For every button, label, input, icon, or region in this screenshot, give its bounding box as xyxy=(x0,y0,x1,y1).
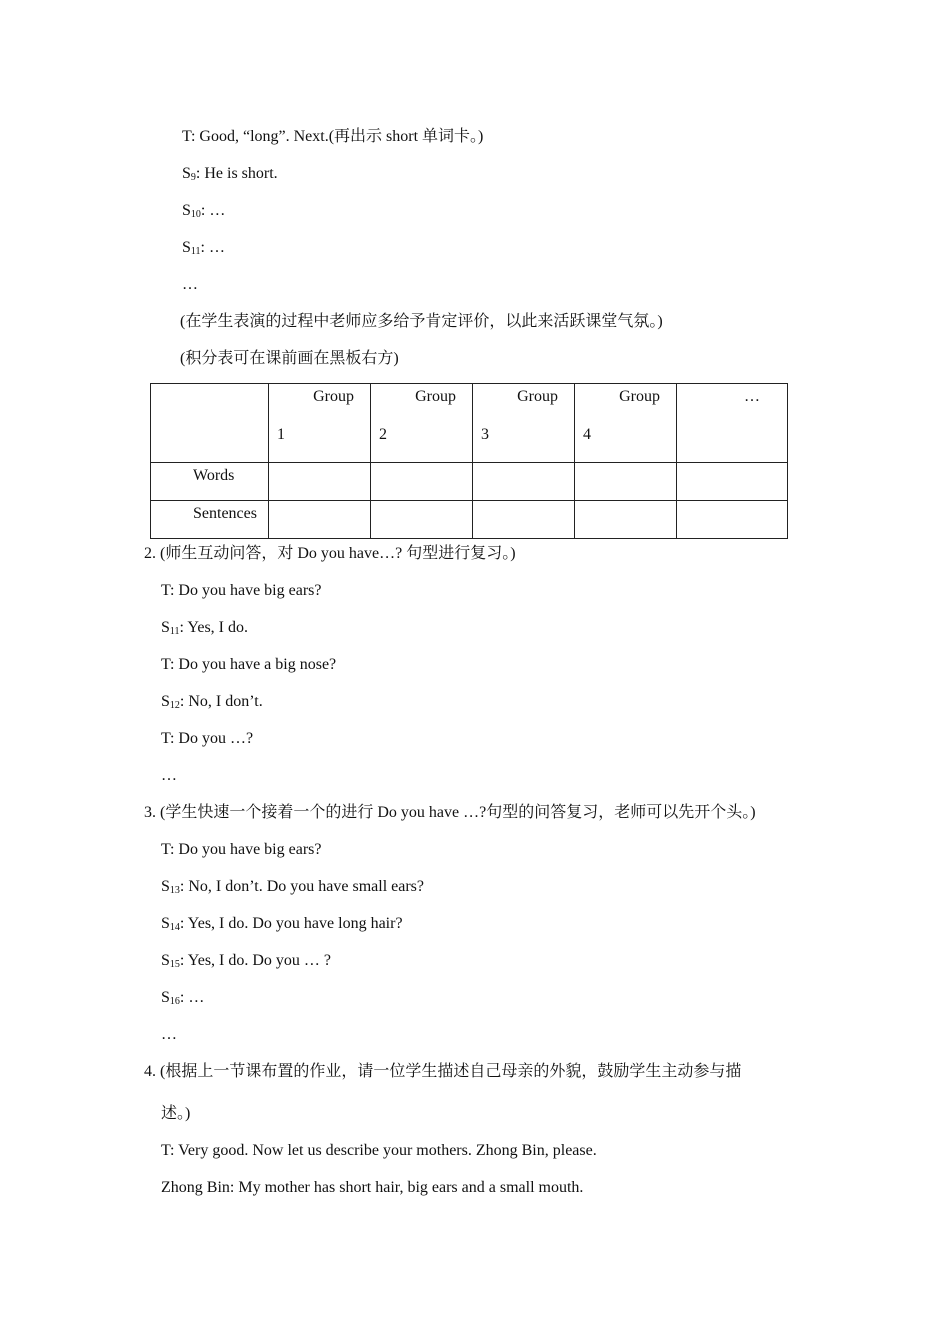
table-row xyxy=(151,501,788,539)
table-cell xyxy=(473,463,575,501)
dialogue-line-s13: $S_{13}$: No, I don’t. Do you have small ears? xyxy=(161,878,424,896)
table-cell xyxy=(269,463,371,501)
table-row xyxy=(151,463,788,501)
dialogue-line: T: Very good. Now let us describe your mothers. Zhong Bin, please. xyxy=(161,1142,597,1159)
dialogue-line-s12: $S_{12}$: No, I don’t. xyxy=(161,693,263,711)
speaker-subscript: 9 xyxy=(190,172,196,183)
table-cell xyxy=(677,463,788,501)
section-2-heading: 2. (师生互动问答，对 Do you have…? 句型进行复习。) xyxy=(144,545,516,562)
table-cell xyxy=(371,463,473,501)
speaker-subscript: 14 xyxy=(169,922,180,933)
dialogue-line-s15: $S_{15}$: Yes, I do. Do you … ? xyxy=(161,952,332,970)
table-header-group-2: Group 2 xyxy=(371,384,473,463)
table-cell xyxy=(575,501,677,539)
speaker-subscript: 11 xyxy=(169,626,180,637)
speaker-subscript: 16 xyxy=(169,996,180,1007)
dialogue-line-s11: $S_{11}$: Yes, I do. xyxy=(161,619,249,637)
section-4-heading-continued: 述。) xyxy=(161,1105,191,1122)
score-table xyxy=(150,383,788,539)
speaker-subscript: 10 xyxy=(190,209,201,220)
table-header-ellipsis: … xyxy=(677,384,788,463)
dialogue-line-teacher-long: T: Good, “long”. Next.(再出示 short 单词卡。) xyxy=(182,128,484,145)
table-corner-cell xyxy=(151,384,269,463)
ellipsis-line: … xyxy=(182,276,198,293)
dialogue-line: T: Do you have big ears? xyxy=(161,582,322,599)
speaker-subscript: 11 xyxy=(190,246,201,257)
table-row-label: Words xyxy=(151,463,269,501)
table-cell xyxy=(677,501,788,539)
teacher-note: (在学生表演的过程中老师应多给予肯定评价，以此来活跃课堂气氛。) xyxy=(180,313,663,330)
table-cell xyxy=(371,501,473,539)
dialogue-line-s14: $S_{14}$: Yes, I do. Do you have long hair? xyxy=(161,915,403,933)
dialogue-line-s11: $S_{11}$: … xyxy=(182,239,225,257)
speaker-subscript: 13 xyxy=(169,885,180,896)
dialogue-line: T: Do you have big ears? xyxy=(161,841,322,858)
section-4-heading: 4. (根据上一节课布置的作业，请一位学生描述自己母亲的外貌，鼓励学生主动参与描 xyxy=(144,1063,742,1080)
table-header-group-4: Group 4 xyxy=(575,384,677,463)
table-cell xyxy=(575,463,677,501)
table-row-label: Sentences xyxy=(151,501,269,539)
dialogue-line: T: Do you …? xyxy=(161,730,254,747)
section-3-heading: 3. (学生快速一个接着一个的进行 Do you have …?句型的问答复习，老师可以先开个头。) xyxy=(144,804,756,821)
table-header-group-3: Group 3 xyxy=(473,384,575,463)
scoreboard-note: (积分表可在课前画在黑板右方) xyxy=(180,350,399,367)
dialogue-line-s10: $S_{10}$: … xyxy=(182,202,226,220)
speaker-subscript: 15 xyxy=(169,959,180,970)
table-header-row xyxy=(151,384,788,463)
dialogue-line-s9: $S_9$: He is short. xyxy=(182,165,278,183)
table-header-group-1: Group 1 xyxy=(269,384,371,463)
ellipsis-line: … xyxy=(161,1026,177,1043)
dialogue-line-s16: $S_{16}$: … xyxy=(161,989,205,1007)
ellipsis-line: … xyxy=(161,767,177,784)
table-cell xyxy=(269,501,371,539)
table-cell xyxy=(473,501,575,539)
dialogue-line: Zhong Bin: My mother has short hair, big ears and a small mouth. xyxy=(161,1179,584,1196)
speaker-subscript: 12 xyxy=(169,700,180,711)
dialogue-line: T: Do you have a big nose? xyxy=(161,656,337,673)
